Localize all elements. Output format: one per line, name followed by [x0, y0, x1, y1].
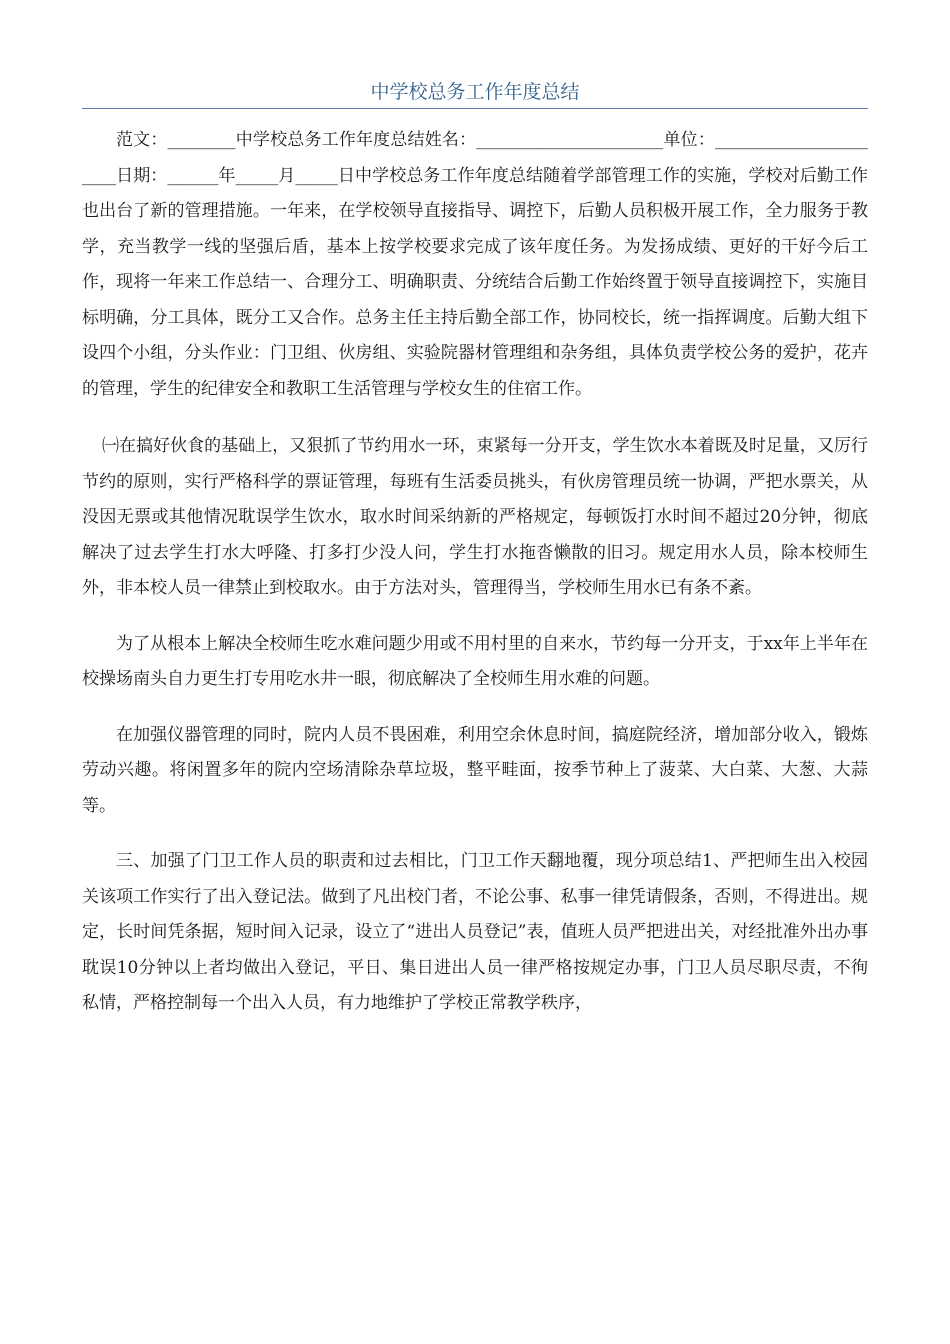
paragraph-gatekeeper: 三、加强了门卫工作人员的职责和过去相比，门卫工作天翻地覆，现分项总结1、严把师生出入校园关该项工作实行了出入登记法。做到了凡出校门者，不论公事、私事一律凭请假条，否则，不得进出。规定，长时间凭条据，短时间入记录，设立了“进出人员登记”表，值班人员严把进出关，对经批准外出办事耽误10分钟以上者均做出入登记，平日、集日进出人员一律严格按规定办事，门卫人员尽职尽责，不徇私情，严格控制每一个出入人员，有力地维护了学校正常教学秩序，	[82, 851, 868, 1013]
paragraph-well: 为了从根本上解决全校师生吃水难问题少用或不用村里的自来水，节约每一分开支，于xx年上半年在校操场南头自力更生打专用吃水井一眼，彻底解决了全校师生用水难的问题。	[82, 633, 868, 689]
paragraph-courtyard: 在加强仪器管理的同时，院内人员不畏困难，利用空余休息时间，搞庭院经济，增加部分收入，锻炼劳动兴趣。将闲置多年的院内空场清除杂草垃圾，整平畦面，按季节种上了菠菜、大白菜、大葱、大蒜等。	[82, 724, 868, 816]
title-divider	[82, 108, 868, 109]
document-page	[82, 76, 868, 1042]
paragraph-water-management: ㈠在搞好伙食的基础上，又狠抓了节约用水一环，束紧每一分开支，学生饮水本着既及时足量，又厉行节约的原则，实行严格科学的票证管理，每班有生活委员挑头，有伙房管理员统一协调，严把水票关，从没因无票或其他情况耽误学生饮水，取水时间采纳新的严格规定，每顿饭打水时间不超过20分钟，彻底解决了过去学生打水大呼隆、打多打少没人问，学生打水拖沓懒散的旧习。规定用水人员，除本校师生外，非本校人员一律禁止到校取水。由于方法对头，管理得当，学校师生用水已有条不紊。	[82, 436, 868, 598]
document-title: 中学校总务工作年度总结	[370, 81, 580, 103]
paragraph-intro: 范文：________中学校总务工作年度总结姓名：______________________单位：______________________日期：______年_____月_____日中学校总务工作年度总结随着学部管理工作的实施，学校对后勤工作也出台了新的管理措施。一年来，在学校领导直接指导、调控下，后勤人员积极开展工作，全力服务于教学，充当教学一线的坚强后盾，基本上按学校要求完成了该年度任务。为发扬成绩、更好的干好今后工作，现将一年来工作总结一、合理分工、明确职责、分统结合后勤工作始终置于领导直接调控下，实施目标明确，分工具体，既分工又合作。总务主任主持后勤全部工作，协同校长，统一指挥调度。后勤大组下设四个小组，分头作业：门卫组、伙房组、实验院器材管理组和杂务组，具体负责学校公务的爱护，花卉的管理，学生的纪律安全和教职工生活管理与学校女生的住宿工作。	[82, 130, 868, 399]
